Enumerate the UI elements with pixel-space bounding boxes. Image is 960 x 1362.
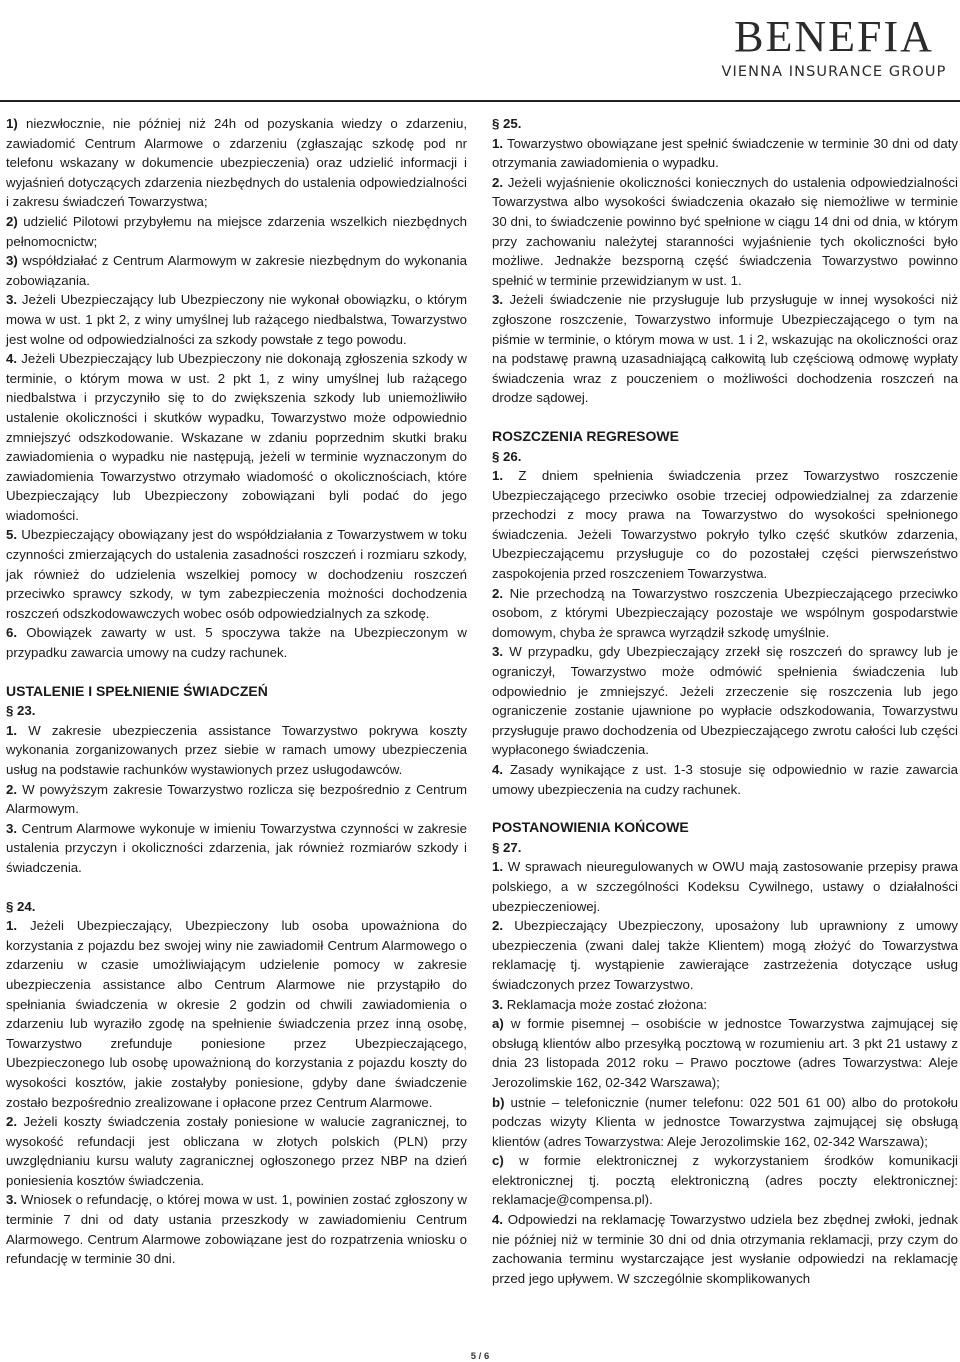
section-number: § 26. [492, 448, 522, 464]
paragraph: 1. W zakresie ubezpieczenia assistance Towarzystwo pokrywa koszty wykonania zorganizowanych przez siebie w ramach umowy ubezpieczenia usług na podstawie rachunków wystawionych przez usługodawców. [6, 722, 467, 777]
paragraph: 1. Z dniem spełnienia świadczenia przez Towarzystwo roszczenie Ubezpieczającego przeciwko osobie trzeciej odpowiedzialnej za zdarzenie przechodzi z mocy prawa na Towarzystwo do wysokości spełnionego świadczenia. Jeżeli Towarzystwo pokryło tylko część skutków zdarzenia, Ubezpieczającemu przysługuje co do pozostałej części pierwszeństwo zaspokojenia przed roszczeniem Towarzystwa. [492, 468, 958, 582]
paragraph: 2. Nie przechodzą na Towarzystwo roszczenia Ubezpieczającego przeciwko osobom, z którymi Ubezpieczający pozostaje we wspólnym gospodarstwie domowym, chyba że sprawca wyrządził szkodę umyślnie. [492, 585, 958, 640]
paragraph: 3. Reklamacja może zostać złożona: [492, 996, 708, 1012]
paragraph: 3. Jeżeli świadczenie nie przysługuje lub przysługuje w innej wysokości niż zgłoszone roszczenie, Towarzystwo informuje Ubezpieczającego o tym na piśmie w terminie, o którym mowa w ust. 1 i 2, wskazując na okoliczności oraz na podstawę prawną uzasadniającą całkowitą lub częściową odmowę wypłaty świadczenia wraz z pouczeniem o możliwości dochodzenia roszczeń na drodze sądowej. [492, 292, 958, 406]
paragraph: 3) współdziałać z Centrum Alarmowym w zakresie niezbędnym do wykonania zobowiązania. [6, 253, 467, 288]
paragraph: 1. W sprawach nieuregulowanych w OWU mają zastosowanie przepisy prawa polskiego, a w szczególności Kodeksu Cywilnego, ustawy o działalności ubezpieczeniowej. [492, 859, 958, 914]
page-number: 5 / 6 [470, 1351, 490, 1362]
paragraph: 4. Zasady wynikające z ust. 1-3 stosuje się odpowiednio w razie zawarcia umowy ubezpieczenia na cudzy rachunek. [492, 762, 958, 797]
header-divider [0, 100, 960, 102]
paragraph: 2. Jeżeli wyjaśnienie okoliczności koniecznych do ustalenia odpowiedzialności Towarzystwa albo wysokości świadczenia okazało się niemożliwe w terminie 30 dni, to świadczenie powinno być spełnione w ciągu 14 dni od dnia, w którym przy zachowaniu należytej staranności wyjaśnienie tych okoliczności było możliwe. Jednakże bezsporną część świadczenia Towarzystwo powinno spełnić w terminie przewidzianym w ust. 1. [492, 174, 958, 288]
left-column [6, 114, 467, 1269]
right-column [492, 114, 958, 1288]
paragraph: 1. Towarzystwo obowiązane jest spełnić świadczenie w terminie 30 dni od daty otrzymania zawiadomienia o wypadku. [492, 135, 958, 171]
section-number: § 24. [6, 898, 36, 914]
paragraph: a) w formie pisemnej – osobiście w jednostce Towarzystwa zajmującej się obsługą klientów albo przesyłką pocztową w rozumieniu art. 3 pkt 21 ustawy z dnia 23 listopada 2012 roku – Prawo pocztowe (adres Towarzystwa: Aleje Jerozolimskie 162, 02-342 Warszawa); [492, 1016, 958, 1090]
paragraph: b) ustnie – telefonicznie (numer telefonu: 022 501 61 00) albo do protokołu podczas wizyty Klienta w jednostce Towarzystwa zajmującej się obsługą klientów (adres Towarzystwa: Aleje Jerozolimskie 162, 02-342 Warszawa); [492, 1094, 958, 1149]
paragraph: 5. Ubezpieczający obowiązany jest do współdziałania z Towarzystwem w toku czynności zmierzających do ustalenia zasadności roszczeń i rozmiaru szkody, jak również do udzielenia wszelkiej pomocy w dochodzeniu roszczeń przeciwko sprawcy szkody, w tym zabezpieczenia możności dochodzenia roszczeń odszkodowawczych wobec osób odpowiedzialnych za szkodę. [6, 527, 467, 621]
paragraph: 3. Wniosek o refundację, o której mowa w ust. 1, powinien zostać zgłoszony w terminie 7 dni od daty ustania przeszkody w zawiadomieniu Centrum Alarmowego. Centrum Alarmowe zobowiązane jest do rozpatrzenia wniosku o refundację w terminie 30 dni. [6, 1192, 467, 1267]
page-header [0, 0, 960, 98]
section-number: § 25. [492, 116, 522, 131]
paragraph: 6. Obowiązek zawarty w ust. 5 spoczywa także na Ubezpieczonym w przypadku zawarcia umowy na cudzy rachunek. [6, 625, 467, 661]
logo-brand: BENEFIA [734, 12, 934, 61]
paragraph: 2. W powyższym zakresie Towarzystwo rozlicza się bezpośrednio z Centrum Alarmowym. [6, 781, 467, 817]
paragraph: 3. W przypadku, gdy Ubezpieczający zrzekł się roszczeń do sprawcy lub je ograniczył, Towarzystwo może odmówić spełnienia świadczenia lub odpowiednio je zmniejszyć. Jeżeli zrzeczenie się roszczenia lub jego ograniczenie zostanie ujawnione po wypłacie odszkodowania, Towarzystwu przysługuje prawo dochodzenia od Ubezpieczającego zwrotu całości lub części wypłaconego świadczenia. [492, 644, 958, 758]
paragraph: 1. Jeżeli Ubezpieczający, Ubezpieczony lub osoba upoważniona do korzystania z pojazdu bez swojej winy nie zawiadomił Centrum Alarmowego o zdarzeniu w czasie umożliwiającym udzielenie pomocy w zakresie ubezpieczenia assistance albo Centrum Alarmowe nie przystąpiło do spełniania świadczenia w okresie 2 godzin od chwili zawiadomienia o zdarzeniu lub wyraziło zgodę na spełnienie świadczenia przez inną osobę, Towarzystwo zrefunduje poniesione przez Ubezpieczającego, Ubezpieczonego lub osobę upoważnioną do korzystania z pojazdu koszty do wysokości kosztów, jakie zostałyby poniesione, gdyby dane świadczenie zostało bezpośrednio zrealizowane i opłacone przez Centrum Alarmowe. [6, 918, 467, 1110]
paragraph: 3. Jeżeli Ubezpieczający lub Ubezpieczony nie wykonał obowiązku, o którym mowa w ust. 1 pkt 2, z winy umyślnej lub rażącego niedbalstwa, Towarzystwo jest wolne od odpowiedzialności za szkody powstałe z tego powodu. [6, 292, 467, 347]
paragraph: 2. Ubezpieczający Ubezpieczony, uposażony lub uprawniony z umowy ubezpieczenia (zwani dalej także Klientem) mogą złożyć do Towarzystwa reklamację tj. wystąpienie zawierające zastrzeżenia dotyczące usług świadczonych przez Towarzystwo. [492, 918, 958, 992]
paragraph: 2. Jeżeli koszty świadczenia zostały poniesione w walucie zagranicznej, to wysokość refundacji jest obliczana w złotych polskich (PLN) przy uwzględnianiu kursu waluty zagranicznej ogłoszonego przez NBP na dzień poniesienia kosztów świadczenia. [6, 1114, 467, 1188]
section-number: § 23. [6, 703, 36, 719]
paragraph: 4. Odpowiedzi na reklamację Towarzystwo udziela bez zbędnej zwłoki, jednak nie później niż w terminie 30 dni od dnia otrzymania reklamacji, przy czym do zachowania terminu wystarczające jest wysłanie odpowiedzi na reklamację przed jego upływem. W szczególnie skomplikowanych [492, 1212, 958, 1286]
logo-tagline: VIENNA INSURANCE GROUP [721, 64, 947, 80]
section-heading: POSTANOWIENIA KOŃCOWE [492, 819, 689, 836]
section-heading: USTALENIE I SPEŁNIENIE ŚWIADCZEŃ [6, 682, 268, 699]
section-heading: ROSZCZENIA REGRESOWE [492, 427, 679, 444]
section-number: § 27. [492, 839, 522, 855]
paragraph: 4. Jeżeli Ubezpieczający lub Ubezpieczony nie dokonają zgłoszenia szkody w terminie, o którym mowa w ust. 2 pkt 1, z winy umyślnej lub rażącego niedbalstwa i przyczyniło się to do zwiększenia szkody lub uniemożliwiło ustalenie okoliczności i skutków wypadku, Towarzystwo może odpowiednio zmniejszyć odszkodowanie. Wskazane w zdaniu poprzednim skutki braku zawiadomienia o wypadku nie następują, jeżeli w terminie wyznaczonym do zawiadomienia Towarzystwo otrzymało wiadomość o okolicznościach, które Ubezpieczający lub Ubezpieczony zobowiązani byli podać do jego wiadomości. [6, 351, 467, 523]
paragraph: 1) niezwłocznie, nie później niż 24h od pozyskania wiedzy o zdarzeniu, zawiadomić Centrum Alarmowe o zdarzeniu (zgłaszając szkodę pod nr telefonu wskazany w dokumencie ubezpieczenia) oraz udzielić informacji i wyjaśnień dotyczących zdarzenia niezbędnych do ustalenia odpowiedzialności i zakresu świadczeń Towarzystwa; [6, 116, 467, 210]
paragraph: c) w formie elektronicznej z wykorzystaniem środków komunikacji elektronicznej tj. pocztą elektroniczną (adres poczty elektronicznej: reklamacje@compensa.pl). [492, 1153, 958, 1208]
paragraph: 3. Centrum Alarmowe wykonuje w imieniu Towarzystwa czynności w zakresie ustalenia przyczyn i okoliczności zdarzenia, jak również rozmiarów szkody i świadczenia. [6, 820, 467, 875]
benefia-logo [718, 12, 950, 80]
paragraph: 2) udzielić Pilotowi przybyłemu na miejsce zdarzenia wszelkich niezbędnych pełnomocnictw; [6, 213, 467, 249]
